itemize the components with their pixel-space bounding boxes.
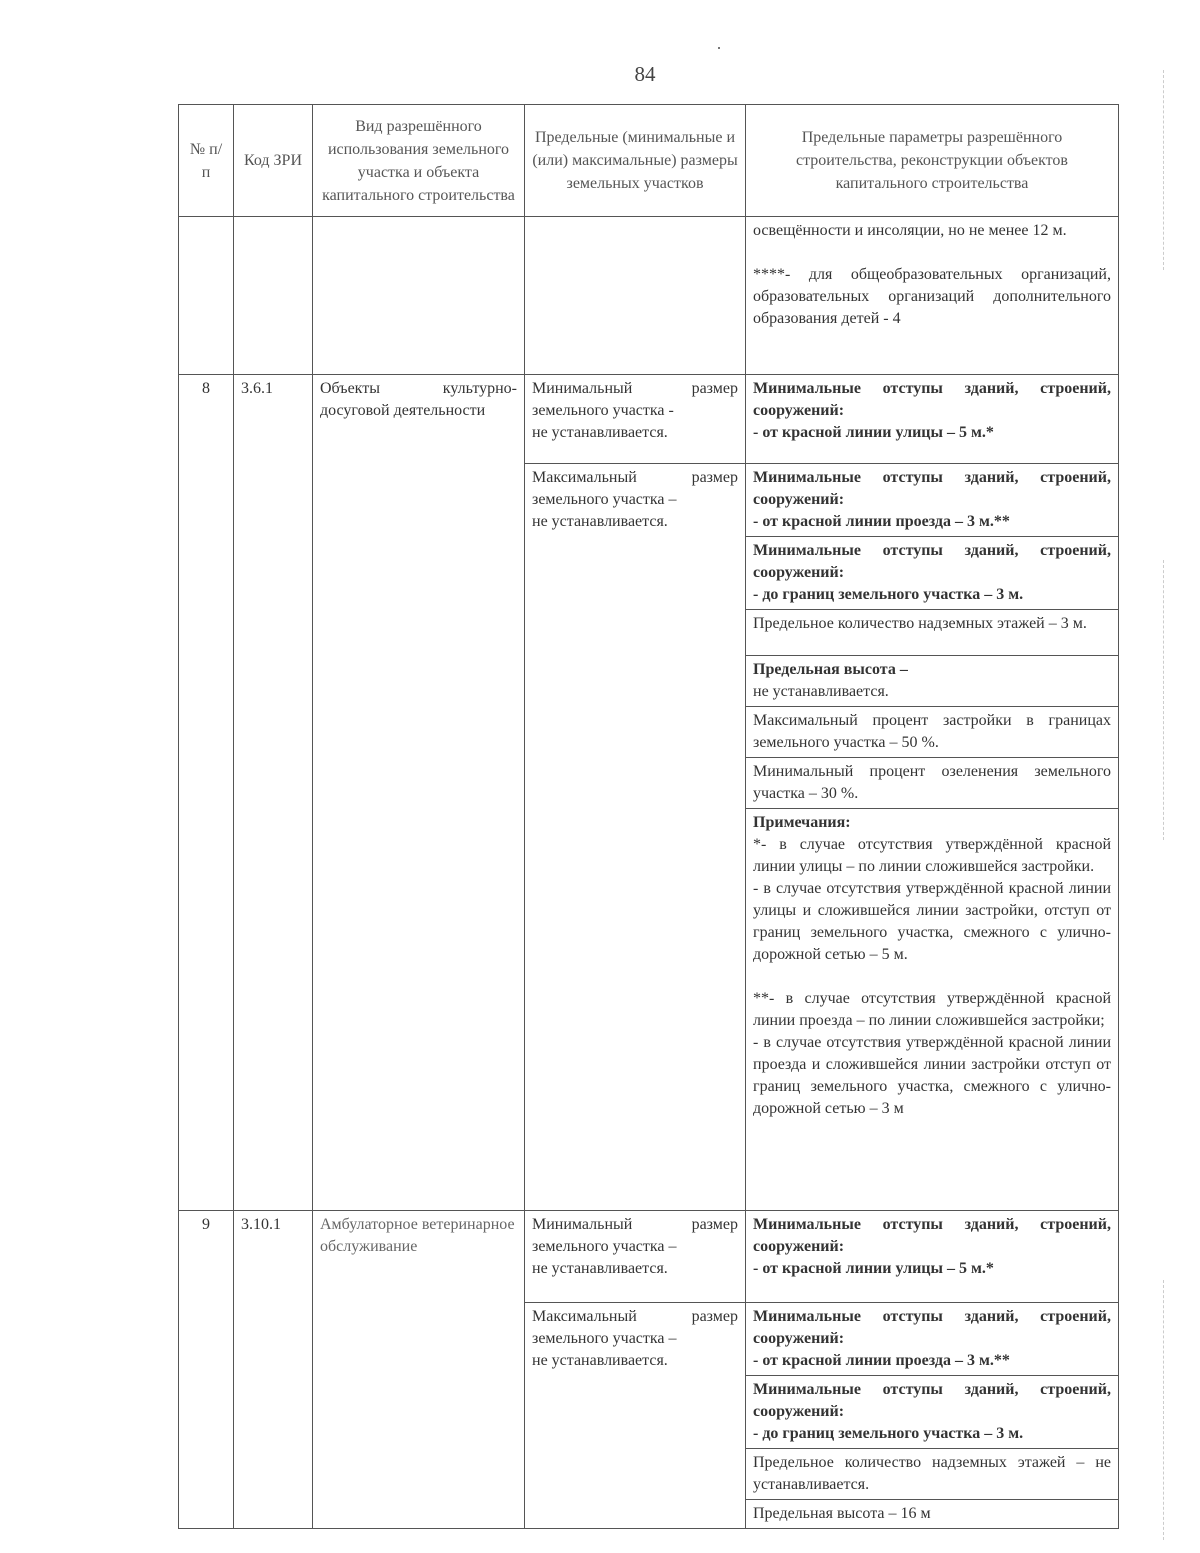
- param-setback-boundary: [746, 1376, 1119, 1449]
- header-plot-size: Предельные (минимальные и (или) максимальные) размеры земельных участков: [525, 105, 746, 217]
- note-item: *- в случае отсутствия утверждённой красной линии улицы – по линии сложившейся застройки.: [753, 836, 1111, 875]
- row-code: 3.6.1: [234, 375, 313, 1211]
- param-value: - от красной линии проезда – 3 м.**: [753, 1352, 1010, 1369]
- param-value: - от красной линии улицы – 5 м.*: [753, 424, 994, 441]
- max-plot-size-value: не устанавливается.: [532, 1352, 668, 1369]
- table-header-row: [179, 105, 1119, 217]
- cell-empty: [313, 217, 525, 375]
- param-height: Предельная высота – 16 м: [746, 1500, 1119, 1529]
- table-row-9: [179, 1211, 1119, 1303]
- param-setback-driveway: [746, 1303, 1119, 1376]
- param-value: - до границ земельного участка – 3 м.: [753, 586, 1024, 603]
- min-plot-size-value: не устанавливается.: [532, 424, 668, 441]
- param-value: - от красной линии проезда – 3 м.**: [753, 513, 1010, 530]
- scan-edge-mark: [1163, 70, 1165, 270]
- scan-speck: [718, 47, 720, 49]
- table-row-8: [179, 375, 1119, 464]
- cell-empty: [179, 217, 234, 375]
- param-floors: Предельное количество надземных этажей – не устанавливается.: [746, 1449, 1119, 1500]
- continuation-text: освещённости и инсоляции, но не менее 12 м.: [753, 222, 1067, 239]
- notes-cell: [746, 809, 1119, 1211]
- param-floors: Предельное количество надземных этажей – 3 м.: [746, 610, 1119, 656]
- param-title: Минимальные отступы зданий, строений, сооружений:: [753, 1381, 1111, 1420]
- max-plot-size-title: Максимальный размер земельного участка –: [532, 1308, 738, 1347]
- continuation-note: ****- для общеобразовательных организаций, образовательных организаций дополнительного образования детей - 4: [753, 266, 1111, 327]
- param-max-coverage: Максимальный процент застройки в границах земельного участка – 50 %.: [746, 707, 1119, 758]
- param-setback-street: [746, 375, 1119, 464]
- header-code: Код ЗРИ: [234, 105, 313, 217]
- param-title: Предельная высота –: [753, 661, 908, 678]
- param-value: не устанавливается.: [753, 683, 889, 700]
- param-title: Минимальные отступы зданий, строений, сооружений:: [753, 1308, 1111, 1347]
- row-use-type: Амбулаторное ветеринарное обслуживание: [313, 1211, 525, 1529]
- max-plot-size-title: Максимальный размер земельного участка –: [532, 469, 738, 508]
- note-item: - в случае отсутствия утверждённой красной линии улицы и сложившейся линии застройки, отступ от границ земельного участка, смежного с улично-дорожной сетью – 5 м.: [753, 880, 1111, 963]
- param-height: [746, 656, 1119, 707]
- cell-empty: [234, 217, 313, 375]
- param-title: Минимальные отступы зданий, строений, сооружений:: [753, 380, 1111, 419]
- param-setback-driveway: [746, 464, 1119, 537]
- param-min-greenery: Минимальный процент озеленения земельного участка – 30 %.: [746, 758, 1119, 809]
- row-code: 3.10.1: [234, 1211, 313, 1529]
- scan-edge-mark: [1163, 1280, 1165, 1540]
- min-plot-size-value: не устанавливается.: [532, 1260, 668, 1277]
- param-title: Минимальные отступы зданий, строений, сооружений:: [753, 1216, 1111, 1255]
- min-plot-size-title: Минимальный размер земельного участка -: [532, 380, 738, 419]
- cell-empty: [525, 217, 746, 375]
- min-plot-size: [525, 375, 746, 464]
- note-item: **- в случае отсутствия утверждённой красной линии проезда – по линии сложившейся застройки;: [753, 990, 1111, 1029]
- row-number: 8: [179, 375, 234, 1211]
- param-title: Минимальные отступы зданий, строений, сооружений:: [753, 469, 1111, 508]
- header-parameters: Предельные параметры разрешённого строительства, реконструкции объектов капитального строительства: [746, 105, 1119, 217]
- header-use-type: Вид разрешённого использования земельного участка и объекта капитального строительства: [313, 105, 525, 217]
- row-use-type: Объекты культурно-досуговой деятельности: [313, 375, 525, 1211]
- max-plot-size: [525, 464, 746, 1211]
- header-number: № п/п: [179, 105, 234, 217]
- notes-title: Примечания:: [753, 814, 851, 831]
- param-value: - до границ земельного участка – 3 м.: [753, 1425, 1024, 1442]
- param-setback-street: [746, 1211, 1119, 1303]
- note-item: - в случае отсутствия утверждённой красной линии проезда и сложившейся линии застройки отступ от границ земельного участка, смежного с улично-дорожной сетью – 3 м: [753, 1034, 1111, 1117]
- max-plot-size-value: не устанавливается.: [532, 513, 668, 530]
- scan-edge-mark: [1163, 560, 1165, 840]
- regulations-table: [178, 104, 1119, 1529]
- max-plot-size: [525, 1303, 746, 1529]
- param-value: - от красной линии улицы – 5 м.*: [753, 1260, 994, 1277]
- row-number: 9: [179, 1211, 234, 1529]
- min-plot-size: [525, 1211, 746, 1303]
- param-title: Минимальные отступы зданий, строений, сооружений:: [753, 542, 1111, 581]
- cell-parameters-continuation: [746, 217, 1119, 375]
- param-setback-boundary: [746, 537, 1119, 610]
- table-row-continuation: [179, 217, 1119, 375]
- min-plot-size-title: Минимальный размер земельного участка –: [532, 1216, 738, 1255]
- page-number: 84: [634, 62, 656, 86]
